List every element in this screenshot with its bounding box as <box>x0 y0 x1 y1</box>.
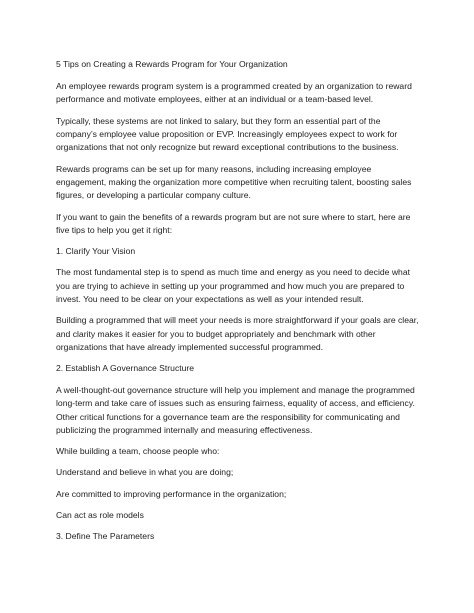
section-paragraph: The most fundamental step is to spend as much time and energy as you need to decide what you are trying to achieve in setting up your programmed and how much you are prepared to invest. You need to be clear on your expectations as well as your intended result. <box>56 267 410 305</box>
section-heading: 3. Define The Parameters <box>56 530 155 541</box>
document-title: 5 Tips on Creating a Rewards Program for Your Organization <box>56 59 288 69</box>
section-paragraph: A well-thought-out governance structure will help you implement and manage the programmed long-term and take care of issues such as ensuring fairness, equality of access, and efficiency. Other critical functions for a governance team are the responsibility for communicating and publicizing the programmed internally and measuring effectiveness. <box>56 384 415 435</box>
list-item: Understand and believe in what you are doing; <box>56 467 234 478</box>
intro-paragraph: An employee rewards program system is a programmed created by an organization to reward performance and motivate employees, either at an individual or a team-based level. <box>56 81 412 105</box>
section-paragraph: Building a programmed that will meet your needs is more straightforward if your goals are clear, and clarity makes it easier for you to budget appropriately and benchmark with other organizations that have already implemented successful programmed. <box>56 315 419 353</box>
intro-paragraph: Typically, these systems are not linked to salary, but they form an essential part of the company’s employee value proposition or EVP. Increasingly employees expect to work for organizations that not only recognize but reward exceptional contributions to the business. <box>56 115 399 153</box>
list-item: Are committed to improving performance in the organization; <box>56 488 287 499</box>
section-paragraph: While building a team, choose people who: <box>56 446 220 457</box>
section-heading: 1. Clarify Your Vision <box>56 246 136 257</box>
intro-paragraph: If you want to gain the benefits of a rewards program but are not sure where to start, here are five tips to help you get it right: <box>56 211 411 236</box>
section-heading: 2. Establish A Governance Structure <box>56 363 195 374</box>
list-item: Can act as role models <box>56 509 144 520</box>
intro-paragraph: Rewards programs can be set up for many reasons, including increasing employee engagement, making the organization more competitive when recruiting talent, boosting sales figures, or developing a particular company culture. <box>56 163 412 201</box>
